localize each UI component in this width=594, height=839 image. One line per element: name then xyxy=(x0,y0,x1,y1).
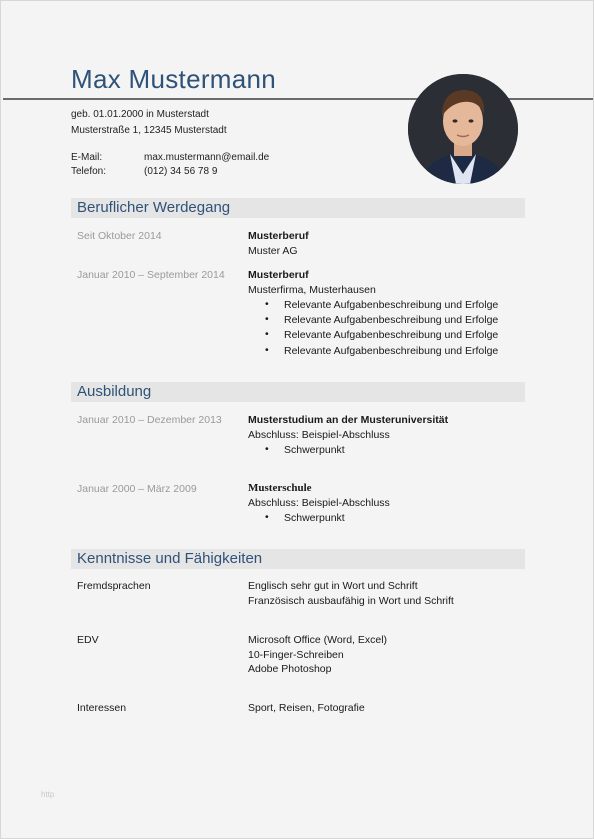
it-item: 10-Finger-Schreiben xyxy=(248,649,344,661)
section-title-skills: Kenntnisse und Fähigkeiten xyxy=(77,550,263,567)
language-item: Französisch ausbaufähig in Wort und Schrift xyxy=(248,595,454,607)
career-company-1: Muster AG xyxy=(248,245,298,257)
footer-watermark: http xyxy=(41,790,55,799)
education-title-2: Musterschule xyxy=(248,482,312,494)
bullet-text: Relevante Aufgabenbeschreibung und Erfolge xyxy=(284,345,499,357)
education-degree-2: Abschluss: Beispiel-Abschluss xyxy=(248,497,390,509)
interests-value: Sport, Reisen, Fotografie xyxy=(248,702,365,714)
education-date-2: Januar 2000 – März 2009 xyxy=(77,483,197,495)
bullet-icon: • xyxy=(265,344,269,356)
birth-info: geb. 01.01.2000 in Musterstadt xyxy=(71,109,209,120)
bullet-text: Relevante Aufgabenbeschreibung und Erfolge xyxy=(284,314,499,326)
section-skills xyxy=(71,549,525,569)
bullet-text: Schwerpunkt xyxy=(284,444,345,456)
bullet-icon: • xyxy=(265,328,269,340)
email-value: max.mustermann@email.de xyxy=(144,152,270,163)
interests-label: Interessen xyxy=(77,702,127,714)
section-title-career: Beruflicher Werdegang xyxy=(77,199,231,216)
email-label: E-Mail: xyxy=(71,152,103,163)
education-title-1: Musterstudium an der Musteruniversität xyxy=(248,414,449,426)
bullet-text: Schwerpunkt xyxy=(284,512,345,524)
career-role-2: Musterberuf xyxy=(248,269,309,281)
bullet-icon: • xyxy=(265,511,269,523)
career-date-1: Seit Oktober 2014 xyxy=(77,230,162,242)
it-item: Adobe Photoshop xyxy=(248,663,332,675)
phone-label: Telefon: xyxy=(71,166,107,177)
bullet-icon: • xyxy=(265,443,269,455)
career-date-2: Januar 2010 – September 2014 xyxy=(77,269,225,281)
section-title-education: Ausbildung xyxy=(77,383,152,400)
section-career xyxy=(71,198,525,218)
cv-name: Max Mustermann xyxy=(71,64,277,94)
address: Musterstraße 1, 12345 Musterstadt xyxy=(71,125,227,136)
education-degree-1: Abschluss: Beispiel-Abschluss xyxy=(248,429,390,441)
profile-photo xyxy=(408,74,518,184)
bullet-text: Relevante Aufgabenbeschreibung und Erfolge xyxy=(284,299,499,311)
phone-value: (012) 34 56 78 9 xyxy=(144,166,218,177)
language-item: Englisch sehr gut in Wort und Schrift xyxy=(248,580,418,592)
bullet-icon: • xyxy=(265,298,269,310)
education-date-1: Januar 2010 – Dezember 2013 xyxy=(77,414,222,426)
bullet-text: Relevante Aufgabenbeschreibung und Erfolge xyxy=(284,329,499,341)
it-item: Microsoft Office (Word, Excel) xyxy=(248,634,388,646)
bullet-icon: • xyxy=(265,313,269,325)
it-label: EDV xyxy=(77,634,99,646)
career-role-1: Musterberuf xyxy=(248,230,309,242)
career-company-2: Musterfirma, Musterhausen xyxy=(248,284,376,296)
section-education xyxy=(71,382,525,402)
languages-label: Fremdsprachen xyxy=(77,580,151,592)
